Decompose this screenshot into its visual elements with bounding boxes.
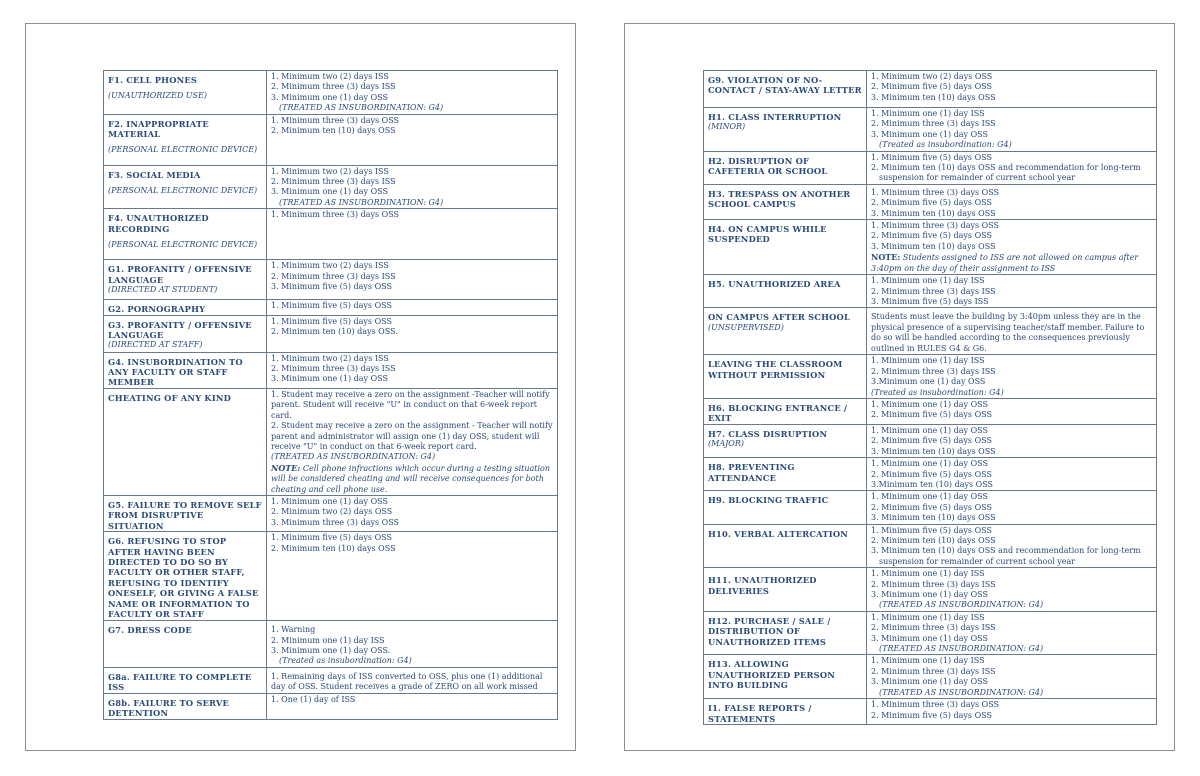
consequence-line: 1. Minimum three (3) days OSS — [271, 115, 400, 125]
consequence-line: 2. Minimum three (3) days ISS — [271, 364, 396, 374]
table-row — [104, 260, 558, 300]
consequence-line: 1. Minimum two (2) days ISS — [271, 166, 389, 176]
consequence-line: 1. Minimum two (2) days ISS — [271, 72, 389, 81]
consequence-line: 3. Minimum five (5) days OSS — [271, 282, 392, 292]
consequence-line: 2. Minimum ten (10) days OSS — [271, 543, 396, 553]
consequence-line: 3. Minimum one (1) day OSS — [871, 590, 988, 600]
offense-note: (PERSONAL ELECTRONIC DEVICE) — [108, 145, 258, 155]
consequence-line: 2. Minimum three (3) days ISS — [871, 119, 996, 129]
table-row — [704, 458, 1157, 491]
note-text: Students assigned to ISS are not allowed on campus after 3:40pm on the day of their assignment to ISS — [871, 253, 1139, 273]
consequence-line: 1. Remaining days of ISS converted to OSS, plus one (1) additional day of OSS. Student receives a grade of ZERO on all work missed — [271, 671, 543, 692]
consequence-line: 2. Minimum five (5) days OSS — [871, 231, 992, 241]
table-row — [704, 699, 1157, 725]
offense-title: H8. PREVENTING ATTENDANCE — [708, 462, 795, 483]
consequence-line: 1. Minimum two (2) days ISS — [271, 353, 389, 363]
right-document-page — [624, 23, 1175, 751]
table-row — [704, 398, 1157, 424]
table-row — [104, 165, 558, 209]
consequence-line: Students must leave the building by 3:40pm unless they are in the physical presence of a supervising teacher/staff member. Failure to do so will be handled according to the consequences previously outlined in RULES G4 & G6. — [871, 312, 1145, 353]
offense-title: H7. CLASS DISRUPTION — [708, 428, 828, 439]
consequence-line: 3. Minimum one (1) day OSS. — [271, 645, 391, 655]
table-row — [104, 495, 558, 531]
consequence-line: 1. Minimum one (1) day ISS — [871, 356, 985, 366]
table-row — [704, 151, 1157, 184]
consequence-line: 1. Minimum one (1) day OSS — [871, 492, 988, 502]
consequence-line: 2. Minimum ten (10) days OSS. — [271, 327, 398, 337]
table-row — [704, 184, 1157, 219]
offense-title: H2. DISRUPTION OF CAFETERIA OR SCHOOL — [708, 155, 828, 177]
offense-title: H10. VERBAL ALTERCATION — [708, 528, 849, 539]
right-consequence-table — [703, 70, 1157, 725]
offense-title: H1. CLASS INTERRUPTION — [708, 112, 842, 122]
offense-title: H6. BLOCKING ENTRANCE / EXIT — [708, 402, 848, 424]
offense-note: (UNAUTHORIZED USE) — [108, 91, 207, 101]
consequence-line: 2. Minimum one (1) day ISS — [271, 635, 385, 645]
note-label: NOTE: — [271, 462, 301, 473]
table-row — [104, 532, 558, 621]
consequence-line: 1. Student may receive a zero on the assignment -Teacher will notify parent. Student will receive "U" in conduct on that 6-week report card. — [271, 389, 550, 420]
consequence-line: 3. Minimum five (5) days ISS — [871, 296, 989, 306]
table-row — [704, 424, 1157, 457]
consequence-line: 2. Minimum five (5) days OSS — [871, 710, 992, 720]
consequence-line: 2. Minimum three (3) days ISS — [871, 623, 996, 633]
offense-title: CHEATING OF ANY KIND — [108, 392, 232, 403]
offense-title: G9. VIOLATION OF NO-CONTACT / STAY-AWAY LETTER — [708, 75, 862, 96]
consequence-line: 2. Minimum three (3) days ISS — [271, 271, 396, 281]
consequence-line: 1. Minimum one (1) day ISS — [871, 276, 985, 286]
table-row — [704, 655, 1157, 699]
treated-note: (TREATED AS INSUBORDINATION: G4) — [279, 197, 444, 207]
offense-title: G8a. FAILURE TO COMPLETE ISS — [108, 671, 252, 693]
consequence-line: 3. Minimum one (1) day OSS — [871, 129, 988, 139]
table-row — [704, 308, 1157, 355]
consequence-line: 2. Minimum three (3) days ISS — [871, 666, 996, 676]
consequence-line: 2. Minimum five (5) days OSS — [871, 436, 992, 446]
offense-title: G8b. FAILURE TO SERVE DETENTION — [108, 697, 230, 719]
offense-note: (MINOR) — [708, 122, 746, 132]
offense-title: LEAVING THE CLASSROOM WITHOUT PERMISSION — [708, 359, 843, 380]
consequence-line: 3. Minimum one (1) day OSS — [271, 374, 388, 384]
consequence-line: 1. Minimum three (3) days OSS — [871, 187, 1000, 197]
consequence-line: 3. Minimum one (1) day OSS — [871, 633, 988, 643]
table-row — [704, 568, 1157, 612]
consequence-line: 1. Minimum three (3) days OSS — [871, 221, 1000, 231]
offense-title: F3. SOCIAL MEDIA — [108, 169, 201, 180]
table-row — [104, 114, 558, 165]
consequence-line: 3. Minimum ten (10) days OSS — [871, 92, 996, 102]
treated-note: (TREATED AS INSUBORDINATION: G4) — [879, 687, 1044, 697]
offense-title: G7. DRESS CODE — [108, 625, 192, 636]
consequence-line: 3. Minimum ten (10) days OSS — [871, 513, 996, 523]
consequence-line: 3. Minimum ten (10) days OSS — [871, 446, 996, 456]
table-row — [104, 209, 558, 260]
treated-note: (Treated as insubordination: G4) — [871, 387, 1004, 397]
offense-title: H5. UNAUTHORIZED AREA — [708, 279, 841, 290]
consequence-line: 3. Minimum ten (10) days OSS — [871, 241, 996, 251]
consequence-line: 3. Minimum ten (10) days OSS and recommendation for long-term — [871, 546, 1141, 556]
consequence-line: 1. Minimum one (1) day ISS — [871, 612, 985, 622]
consequence-line: 3.Minimum one (1) day OSS — [871, 377, 986, 387]
consequence-line: 2. Minimum three (3) days ISS — [271, 177, 396, 187]
offense-note: (DIRECTED AT STAFF) — [108, 340, 203, 350]
treated-note: (TREATED AS INSUBORDINATION: G4) — [279, 103, 444, 113]
table-row — [104, 300, 558, 315]
table-row — [104, 315, 558, 352]
offense-title: H9. BLOCKING TRAFFIC — [708, 495, 829, 506]
offense-title: I1. FALSE REPORTS / STATEMENTS — [708, 703, 812, 724]
offense-title: G3. PROFANITY / OFFENSIVE LANGUAGE — [108, 319, 252, 341]
offense-title: F2. INAPPROPRIATE MATERIAL — [108, 118, 209, 140]
consequence-line: 2. Minimum five (5) days OSS — [871, 469, 992, 479]
offense-title: H3. TRESPASS ON ANOTHER SCHOOL CAMPUS — [708, 188, 851, 210]
consequence-line: 1. Minimum five (5) days OSS — [871, 152, 992, 162]
consequence-line: 2. Minimum ten (10) days OSS — [871, 536, 996, 545]
offense-note: (DIRECTED AT STUDENT) — [108, 285, 218, 295]
offense-title: G5. FAILURE TO REMOVE SELF FROM DISRUPTIVE SITUATION — [108, 499, 262, 531]
offense-title: G4. INSUBORDINATION TO ANY FACULTY OR STAFF MEMBER — [108, 356, 243, 388]
table-row — [704, 108, 1157, 152]
consequence-line: 1. Minimum one (1) day OSS — [871, 399, 988, 409]
consequence-line: 2. Minimum five (5) days OSS — [871, 82, 992, 92]
offense-title: ON CAMPUS AFTER SCHOOL — [708, 312, 851, 323]
table-row — [104, 621, 558, 668]
table-row — [104, 71, 558, 115]
consequence-line: 3. Minimum one (1) day OSS — [271, 92, 388, 102]
note-label: NOTE: — [871, 252, 901, 263]
offense-title: H11. UNAUTHORIZED DELIVERIES — [708, 575, 817, 596]
consequence-line: 2. Minimum five (5) days OSS — [871, 410, 992, 420]
consequence-line: suspension for remainder of current school year — [879, 556, 1076, 566]
left-document-page — [25, 23, 576, 751]
consequence-line: 3. Minimum one (1) day OSS — [271, 187, 388, 197]
consequence-line: 3.Minimum ten (10) days OSS — [871, 479, 994, 489]
consequence-line: 2. Minimum ten (10) days OSS — [271, 126, 396, 136]
left-consequence-table — [103, 70, 558, 720]
consequence-line: 2. Student may receive a zero on the assignment - Teacher will notify parent and administrator will assign one (1) day OSS, student will receive "U" in conduct on that 6-week report card. — [271, 421, 553, 451]
treated-note: (Treated as insubordination: G4) — [279, 656, 412, 666]
consequence-line: 1. Minimum one (1) day ISS — [871, 109, 985, 118]
consequence-line: 1. Minimum one (1) day OSS — [271, 496, 388, 506]
consequence-line: 2. Minimum two (2) days OSS — [271, 507, 393, 517]
consequence-line: 1. Warning — [271, 625, 316, 635]
consequence-line: 1. Minimum five (5) days OSS — [271, 301, 392, 311]
consequence-line: 1. One (1) day of ISS — [271, 694, 356, 704]
table-row — [104, 667, 558, 693]
consequence-line: 1. Minimum five (5) days OSS — [871, 525, 992, 535]
offense-note: (PERSONAL ELECTRONIC DEVICE) — [108, 240, 258, 250]
consequence-line: 2. Minimum three (3) days ISS — [871, 366, 996, 376]
consequence-line: 3. Minimum three (3) days OSS — [271, 517, 400, 527]
offense-title: G6. REFUSING TO STOP AFTER HAVING BEEN DIRECTED TO DO SO BY FACULTY OR OTHER STAFF, REFUSING TO IDENTIFY ONESELF, OR GIVING A FALSE NAME OR INFORMATION TO FACULTY OR STAFF — [108, 536, 259, 619]
table-row — [704, 355, 1157, 399]
table-row — [704, 491, 1157, 524]
table-row — [104, 693, 558, 719]
offense-title: H12. PURCHASE / SALE / DISTRIBUTION OF UNAUTHORIZED ITEMS — [708, 615, 831, 647]
table-row — [704, 611, 1157, 655]
offense-note: (MAJOR) — [708, 439, 744, 449]
treated-note: (TREATED AS INSUBORDINATION: G4) — [879, 600, 1044, 610]
consequence-line: 1. Minimum one (1) day OSS — [871, 459, 988, 469]
consequence-line: 1. Minimum three (3) days OSS — [271, 210, 400, 220]
consequence-line: 1. Minimum five (5) days OSS — [271, 533, 392, 543]
consequence-line: 2. Minimum three (3) days ISS — [871, 286, 996, 296]
table-row — [704, 220, 1157, 275]
offense-title: F4. UNAUTHORIZED RECORDING — [108, 213, 209, 234]
table-row — [704, 275, 1157, 308]
table-row — [704, 524, 1157, 568]
consequence-line: 1. Minimum one (1) day ISS — [871, 656, 985, 666]
table-row — [704, 71, 1157, 108]
consequence-line: 2. Minimum five (5) days OSS — [871, 198, 992, 208]
offense-title: G1. PROFANITY / OFFENSIVE LANGUAGE — [108, 264, 252, 285]
offense-title: H13. ALLOWING UNAUTHORIZED PERSON INTO BUILDING — [708, 659, 836, 691]
consequence-line: 1. Minimum three (3) days OSS — [871, 700, 1000, 710]
treated-note: (TREATED AS INSUBORDINATION: G4) — [879, 644, 1044, 654]
consequence-line: 3. Minimum ten (10) days OSS — [871, 208, 996, 218]
consequence-line: 2. Minimum ten (10) days OSS and recommendation for long-term — [871, 163, 1141, 173]
offense-note: (PERSONAL ELECTRONIC DEVICE) — [108, 186, 258, 196]
consequence-line: 1. Minimum two (2) days OSS — [871, 72, 993, 81]
consequence-line: 2. Minimum three (3) days ISS — [871, 579, 996, 589]
offense-note: (UNSUPERVISED) — [708, 322, 784, 332]
consequence-line: 1. Minimum one (1) day ISS — [871, 569, 985, 579]
table-row — [104, 352, 558, 388]
consequence-line: 2. Minimum five (5) days OSS — [871, 502, 992, 512]
note-text: Cell phone infractions which occur during a testing situation will be considered cheating and will receive consequences for both cheating and cell phone use. — [271, 463, 551, 494]
treated-note: (Treated as insubordination: G4) — [879, 140, 1012, 150]
offense-title: G2. PORNOGRAPHY — [108, 304, 206, 315]
consequence-line: 1. Minimum five (5) days OSS — [271, 316, 392, 326]
table-row — [104, 388, 558, 495]
consequence-line: 3. Minimum one (1) day OSS — [871, 677, 988, 687]
consequence-line: 2. Minimum three (3) days ISS — [271, 82, 396, 92]
offense-title: F1. CELL PHONES — [108, 75, 198, 85]
consequence-line: suspension for remainder of current school year — [879, 173, 1076, 183]
consequence-line: 1. Minimum one (1) day OSS — [871, 425, 988, 435]
treated-note: (TREATED AS INSUBORDINATION: G4) — [271, 452, 436, 462]
offense-title: H4. ON CAMPUS WHILE SUSPENDED — [708, 224, 827, 245]
consequence-line: 1. Minimum two (2) days ISS — [271, 261, 389, 271]
